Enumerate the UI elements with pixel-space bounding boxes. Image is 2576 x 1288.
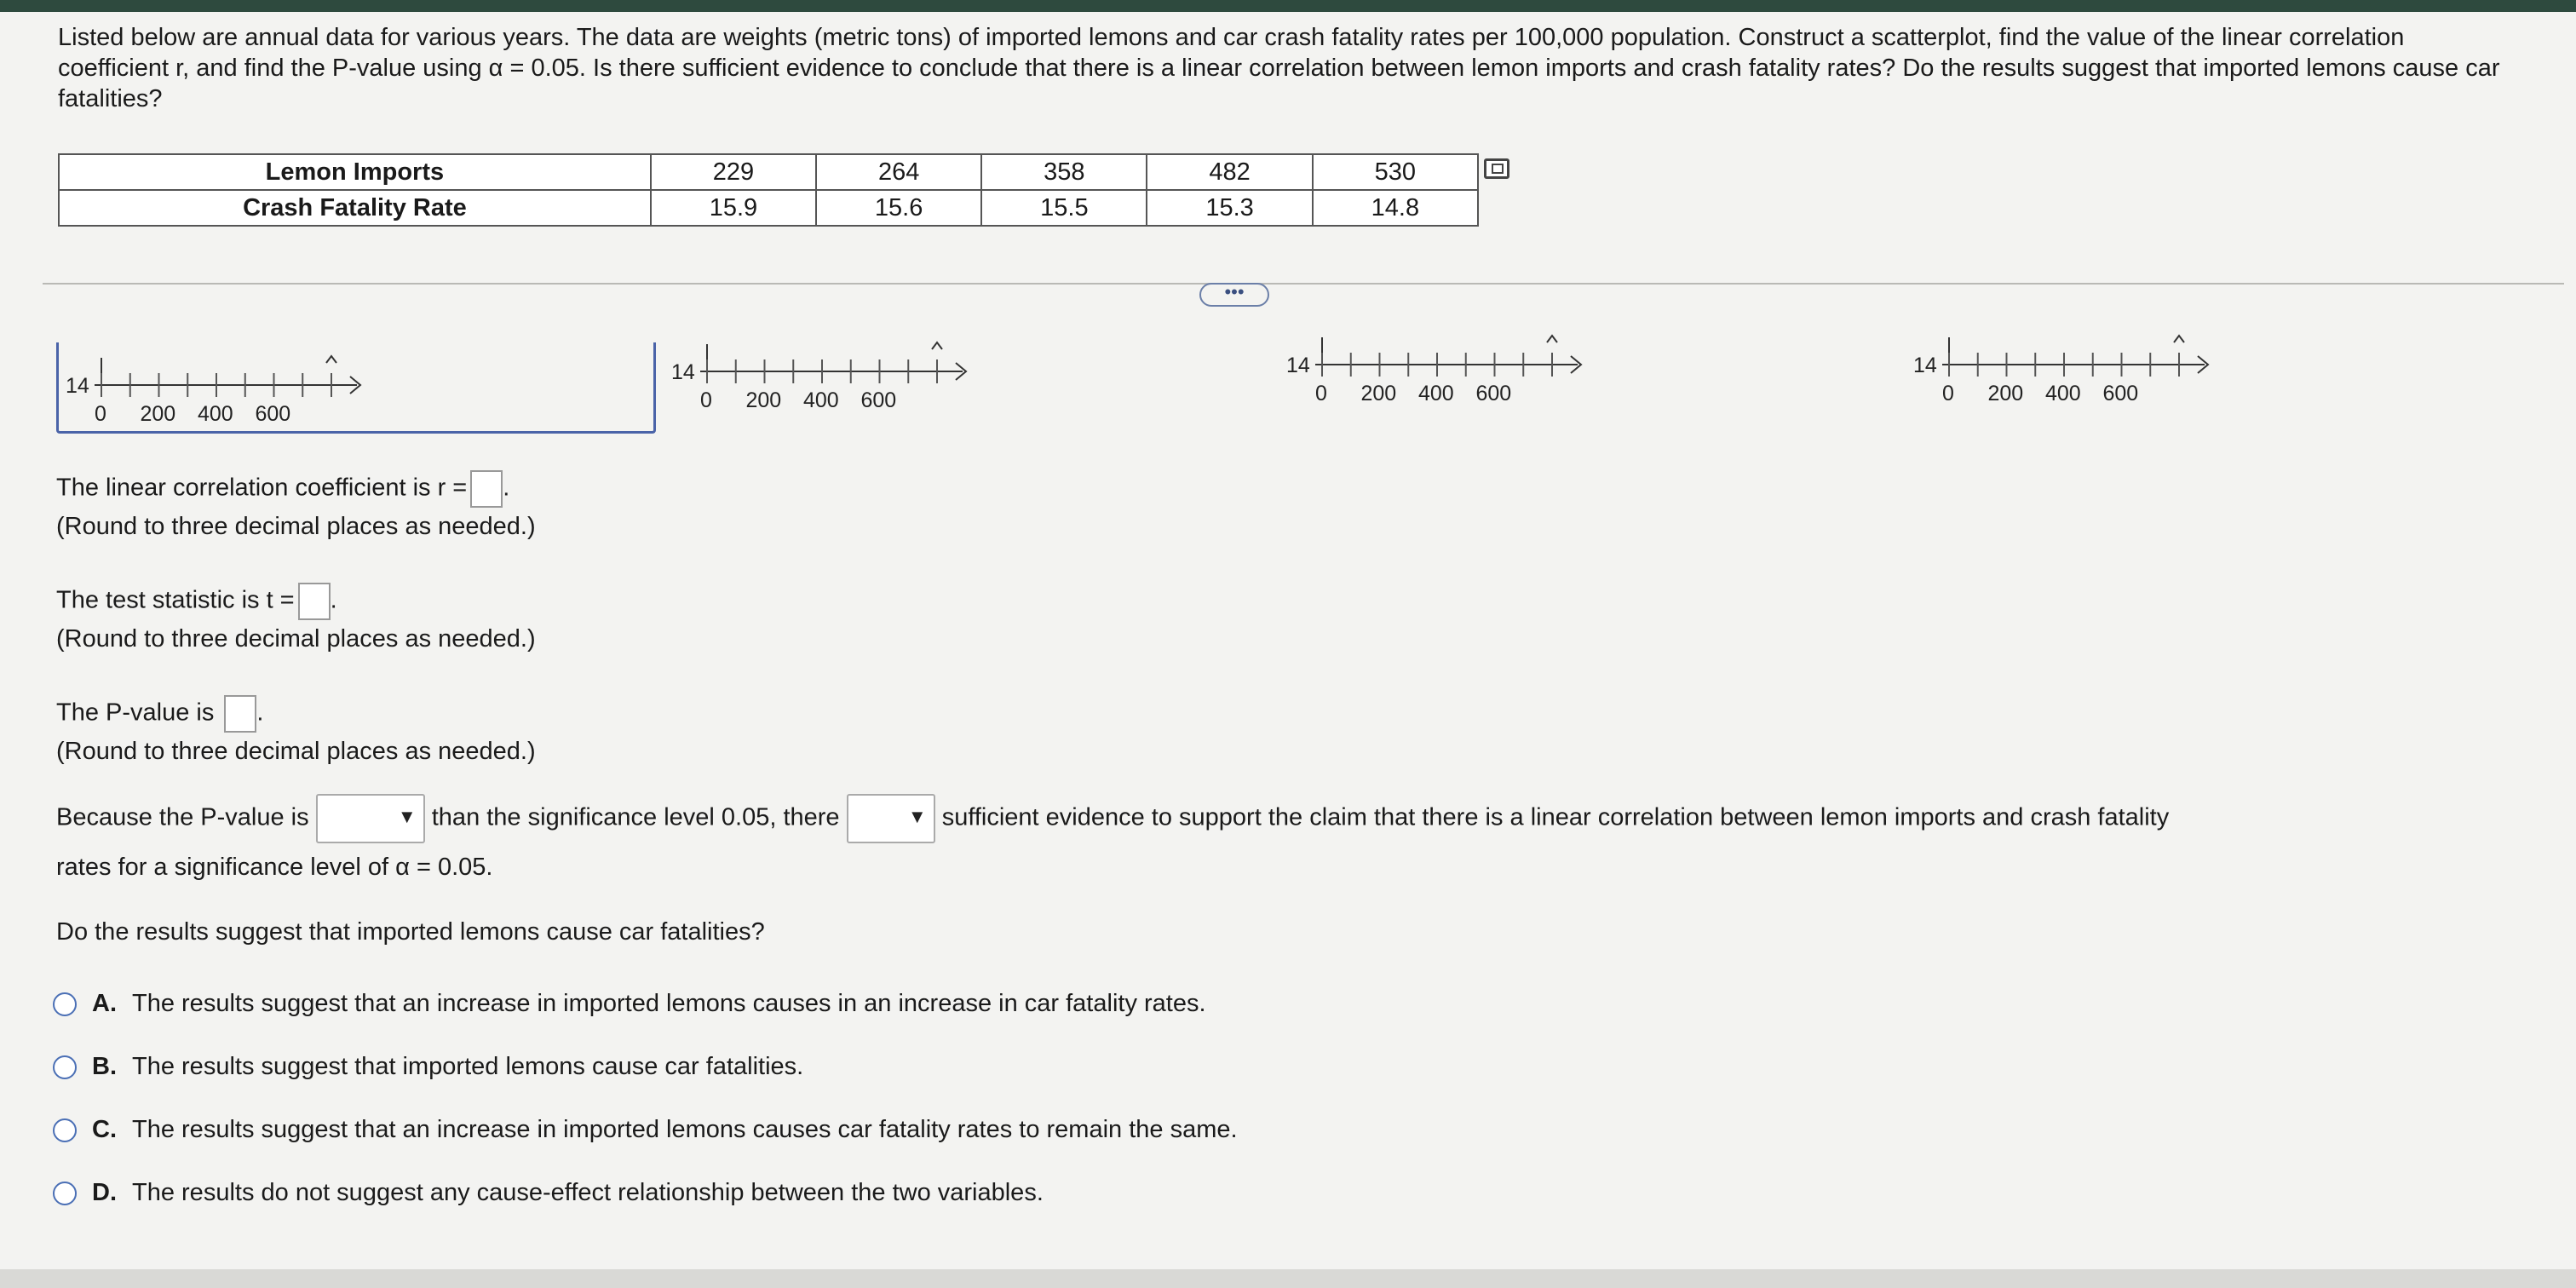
more-button[interactable]: •••: [1199, 283, 1269, 307]
plot-option-3[interactable]: [1279, 322, 1637, 407]
table-cell: 14.8: [1313, 190, 1478, 226]
row-label-lemon-imports: Lemon Imports: [59, 154, 651, 190]
choice-text: The results do not suggest any cause-effect relationship between the two variables.: [132, 1179, 1044, 1206]
table-cell: 15.6: [816, 190, 981, 226]
r-answer-input[interactable]: [470, 470, 503, 508]
choice-letter: A.: [92, 990, 117, 1017]
radio-button[interactable]: [53, 1182, 77, 1205]
choice-c[interactable]: [53, 1116, 1238, 1144]
radio-button[interactable]: [53, 1055, 77, 1079]
x-tick-label: 400: [198, 402, 233, 426]
choice-text: The results suggest that an increase in imported lemons causes in an increase in car fatality rates.: [132, 990, 1206, 1017]
x-tick-label: 400: [2045, 382, 2081, 405]
data-table: [58, 153, 1479, 227]
table-cell: 15.5: [981, 190, 1147, 226]
table-row: [59, 154, 1478, 190]
choice-letter: D.: [92, 1179, 117, 1206]
p-prompt: The P-value is: [56, 699, 215, 727]
x-tick-label: 600: [2102, 382, 2139, 405]
choice-letter: C.: [92, 1116, 117, 1143]
x-tick-label: 0: [1942, 382, 1954, 405]
period: .: [256, 699, 264, 727]
sentence-part3: sufficient evidence to support the claim that there is a linear correlation between lemon imports and crash fatality: [941, 803, 2170, 831]
table-cell: 15.9: [651, 190, 816, 226]
table-cell: 15.3: [1147, 190, 1312, 226]
comparison-dropdown[interactable]: [316, 794, 425, 843]
top-bar: [0, 0, 2576, 12]
bottom-bar: [0, 1269, 2576, 1288]
x-tick-label: 0: [95, 402, 106, 426]
row-label-crash-fatality-rate: Crash Fatality Rate: [59, 190, 651, 226]
question-text: Listed below are annual data for various years. The data are weights (metric tons) of imported lemons and car crash fatality rates per 100,000 population. Construct a scatterplot, find the value of the linear correlation coefficient r, and find the P-value using α = 0.05. Is there sufficient evidence to conclude that there is a linear correlation between lemon imports and crash fatality rates? Do the results suggest that imported lemons cause car fatalities?: [58, 24, 2500, 112]
plot-axis: [1906, 322, 2264, 407]
conclusion-sentence: [56, 794, 2527, 843]
y-axis-arrow: [326, 356, 336, 363]
plot-option-2[interactable]: [664, 329, 1022, 414]
x-tick-label: 200: [1360, 382, 1397, 405]
t-answer-input[interactable]: [298, 583, 331, 620]
evidence-dropdown[interactable]: [847, 794, 935, 843]
table-cell: 264: [816, 154, 981, 190]
choice-letter: B.: [92, 1053, 117, 1080]
p-answer-input[interactable]: [224, 695, 256, 733]
t-question: [56, 583, 337, 620]
period: .: [503, 474, 510, 502]
radio-button[interactable]: [53, 1118, 77, 1142]
table-cell: 358: [981, 154, 1147, 190]
y-axis-arrow: [2174, 336, 2184, 342]
chevron-down-icon: ▼: [907, 806, 927, 827]
t-hint: (Round to three decimal places as needed.): [56, 625, 536, 653]
x-tick-label: 600: [255, 402, 291, 426]
x-tick-label: 600: [1475, 382, 1512, 405]
table-cell: 482: [1147, 154, 1312, 190]
plot-option-1[interactable]: [56, 342, 656, 434]
plot-axis: [664, 329, 1022, 414]
x-tick-label: 0: [1315, 382, 1327, 405]
x-tick-label: 200: [745, 388, 782, 412]
x-tick-label: 400: [803, 388, 839, 412]
table-cell: 229: [651, 154, 816, 190]
y-tick-label: 14: [1913, 354, 1937, 377]
x-tick-label: 200: [140, 402, 176, 426]
x-tick-label: 600: [860, 388, 897, 412]
choice-text: The results suggest that an increase in imported lemons causes car fatality rates to remain the same.: [132, 1116, 1238, 1143]
choice-b[interactable]: [53, 1053, 803, 1081]
y-tick-label: 14: [671, 360, 695, 384]
chevron-down-icon: ▼: [397, 806, 417, 827]
r-prompt: The linear correlation coefficient is r =: [56, 474, 468, 502]
question-panel: [0, 12, 2576, 1278]
cause-question: Do the results suggest that imported lemons cause car fatalities?: [56, 918, 765, 946]
x-tick-label: 400: [1418, 382, 1454, 405]
x-tick-label: 200: [1987, 382, 2024, 405]
plot-option-4[interactable]: [1906, 322, 2264, 407]
choice-a[interactable]: [53, 990, 1206, 1018]
r-question: [56, 470, 509, 508]
y-axis-arrow: [1547, 336, 1557, 342]
x-tick-label: 0: [700, 388, 712, 412]
plot-axis: [59, 342, 417, 428]
p-question: [56, 695, 263, 733]
period: .: [330, 586, 337, 614]
table-row: [59, 190, 1478, 226]
r-hint: (Round to three decimal places as needed.): [56, 513, 536, 540]
choice-text: The results suggest that imported lemons cause car fatalities.: [132, 1053, 804, 1080]
y-axis-arrow: [932, 342, 942, 349]
y-tick-label: 14: [66, 374, 89, 398]
sentence-part1: Because the P-value is: [56, 803, 309, 831]
copy-data-icon[interactable]: [1484, 158, 1509, 179]
table-cell: 530: [1313, 154, 1478, 190]
sentence-part2: than the significance level 0.05, there: [431, 803, 840, 831]
p-hint: (Round to three decimal places as needed.): [56, 738, 536, 765]
t-prompt: The test statistic is t =: [56, 586, 295, 614]
y-tick-label: 14: [1286, 354, 1310, 377]
divider: [43, 283, 2564, 285]
radio-button[interactable]: [53, 992, 77, 1016]
sentence-part4: rates for a significance level of α = 0.05.: [56, 854, 493, 881]
plot-axis: [1279, 322, 1637, 407]
choice-d[interactable]: [53, 1179, 1044, 1207]
